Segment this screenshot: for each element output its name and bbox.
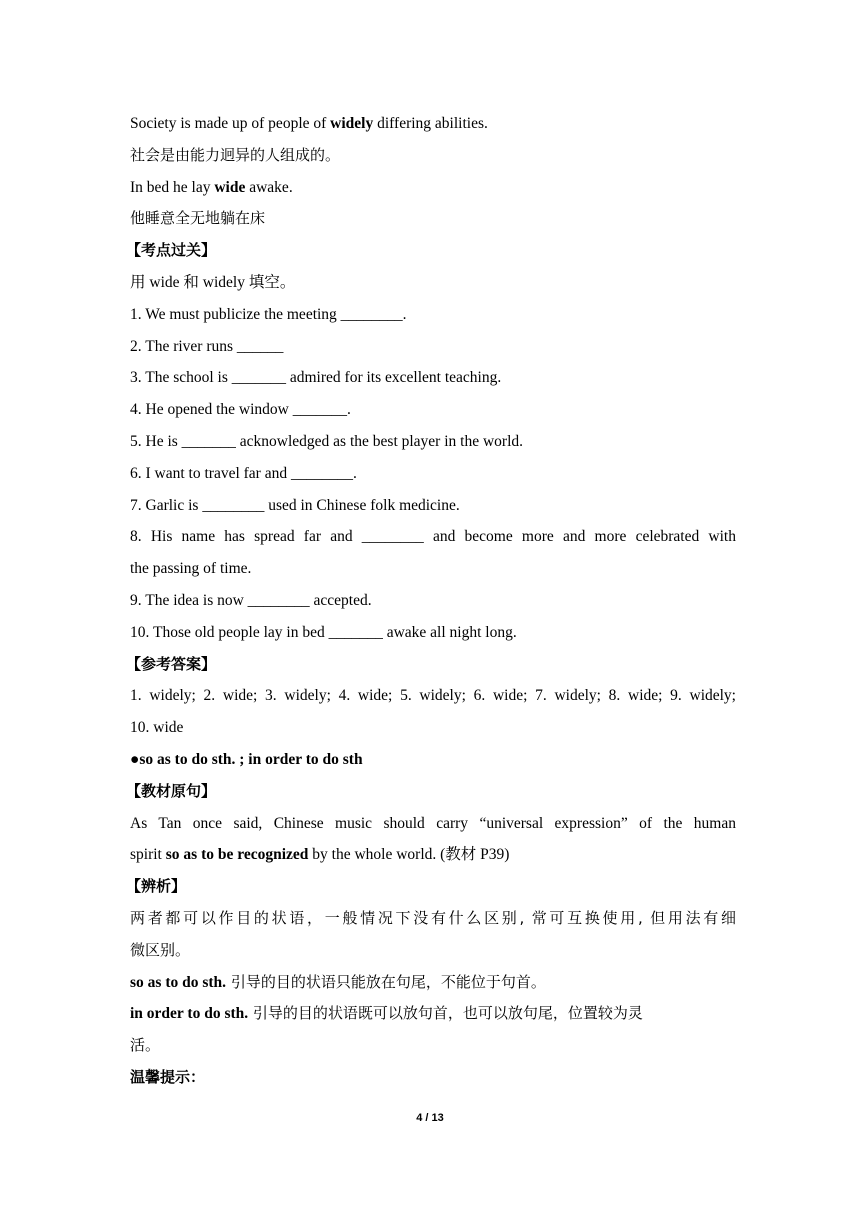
rule-2-continuation: 活。 (130, 1036, 161, 1055)
analysis-line-1: 两者都可以作目的状语，一般情况下没有什么区别, 常可互换使用, 但用法有细 (130, 908, 736, 927)
exercise-item: 2. The river runs ______ (130, 337, 284, 355)
heading-answers: 【参考答案】 (126, 654, 217, 673)
exercise-item-continuation: the passing of time. (130, 560, 252, 578)
rule-in-order-to (130, 998, 736, 1030)
exercise-item: 5. He is _______ acknowledged as the best player in the world. (130, 432, 524, 450)
heading-practice: 【考点过关】 (126, 241, 217, 260)
rule-1-keyword: so as to do sth. (130, 973, 227, 991)
document-page (126, 108, 736, 1094)
exercise-item: 6. I want to travel far and ________. (130, 464, 357, 482)
example-1-keyword: widely (330, 115, 374, 132)
heading-textbook-sentence: 【教材原句】 (126, 781, 217, 800)
example-2-after: awake. (245, 178, 293, 196)
exercise-item: 9. The idea is now ________ accepted. (130, 591, 372, 609)
example-sentence-2 (130, 172, 736, 204)
exercise-item: 3. The school is _______ admired for its excellent teaching. (130, 369, 502, 387)
exercise-item: 1. We must publicize the meeting ________. (130, 305, 407, 323)
rule-2-keyword: in order to do sth. (130, 1005, 249, 1023)
example-1-after: differing abilities. (373, 115, 488, 132)
textbook-sentence-line-2 (130, 839, 736, 871)
textbook-sentence-after: by the whole world. (教材 P39) (308, 846, 510, 864)
topic-title: ●so as to do sth. ; in order to do sth (130, 750, 363, 768)
textbook-sentence-before: spirit (130, 846, 166, 864)
exercise-list (130, 299, 736, 649)
instruction: 用 wide 和 widely 填空。 (130, 273, 296, 291)
heading-analysis: 【辨析】 (126, 877, 187, 896)
answers-line-1: 1. widely; 2. wide; 3. widely; 4. wide; 5. widely; 6. wide; 7. widely; 8. wide; 9. widely; (130, 687, 736, 705)
analysis-line-2: 微区别。 (130, 940, 191, 959)
rule-2-text: 引导的目的状语既可以放句首，也可以放句尾，位置较为灵 (248, 1004, 643, 1023)
textbook-sentence-line-1: As Tan once said, Chinese music should carry “universal expression” of the human (130, 814, 736, 832)
answers-line-2: 10. wide (130, 719, 184, 737)
exercise-item: 4. He opened the window _______. (130, 401, 351, 419)
page-number: 4 / 13 (416, 1112, 444, 1124)
example-2-translation: 他睡意全无地躺在床 (130, 209, 266, 228)
exercise-item: 8. His name has spread far and ________ and become more and more celebrated with (130, 528, 736, 546)
example-1-translation: 社会是由能力迥异的人组成的。 (130, 145, 341, 164)
example-1-before: Society is made up of people of (130, 115, 331, 132)
rule-so-as-to (130, 967, 736, 999)
exercise-item: 7. Garlic is ________ used in Chinese folk medicine. (130, 496, 460, 514)
example-sentence-1 (130, 108, 736, 140)
exercise-item: 10. Those old people lay in bed _______ awake all night long. (130, 623, 517, 641)
tip-label: 温馨提示： (130, 1067, 206, 1086)
example-2-before: In bed he lay (130, 178, 215, 196)
rule-1-text: 引导的目的状语只能放在句尾，不能位于句首。 (226, 972, 546, 991)
textbook-sentence-keyword: so as to be recognized (165, 846, 309, 864)
example-2-keyword: wide (214, 178, 246, 196)
